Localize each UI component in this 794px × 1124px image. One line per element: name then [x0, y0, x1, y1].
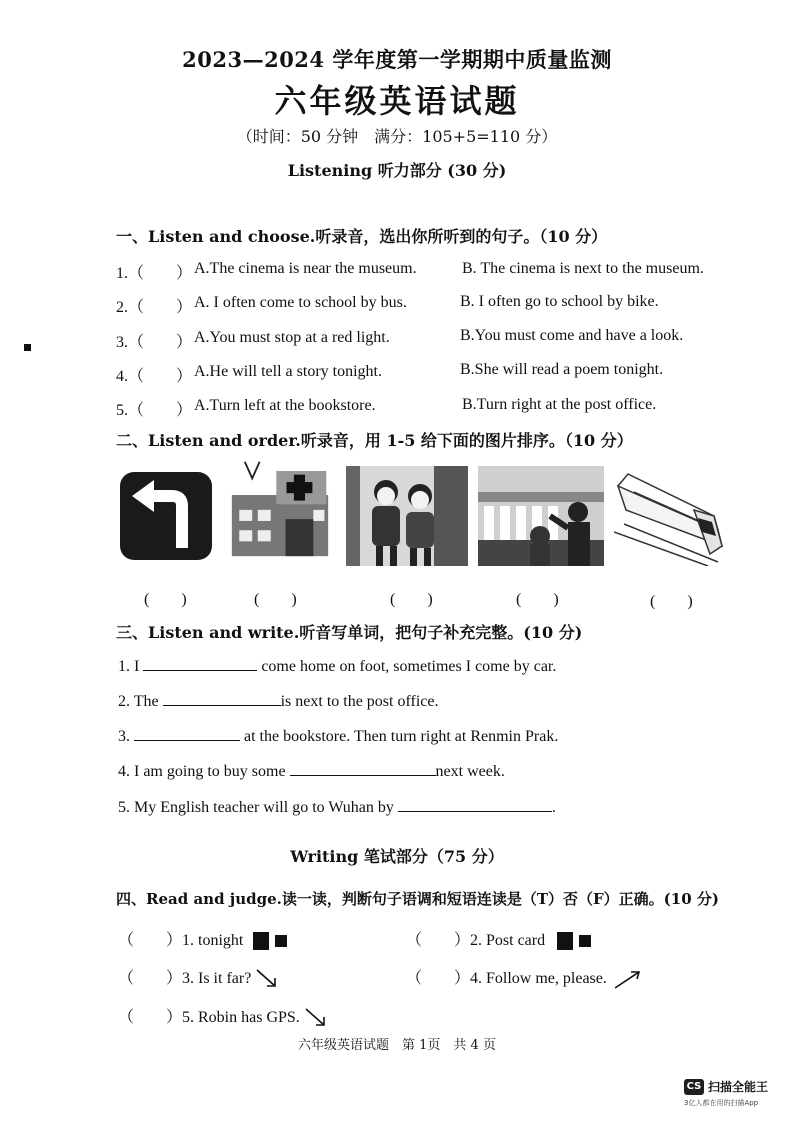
falling-arrow-icon	[255, 968, 279, 990]
s1-item5-num[interactable]: 5.（ ）	[116, 402, 193, 419]
s3-item5	[118, 797, 556, 817]
s1-item1-a: A.The cinema is near the museum.	[194, 260, 417, 277]
cs-logo-icon: CS	[684, 1079, 704, 1095]
s3-item4-pre: 4. I am going to buy some	[118, 763, 290, 780]
exam-time-score: （时间：50 分钟 满分：105+5=110 分）	[236, 127, 558, 146]
children-walking-icon	[346, 466, 468, 566]
s4-item5-text[interactable]: （ ）5. Robin has GPS.	[118, 1009, 300, 1026]
s3-item1	[118, 656, 556, 676]
stress-squares-icon	[247, 932, 287, 949]
s4-item5	[118, 1004, 328, 1029]
listening-heading: Listening 听力部分 (30 分)	[287, 161, 507, 180]
scanner-watermark	[684, 1078, 768, 1108]
s3-item5-post: .	[551, 799, 556, 816]
s1-item2-a: A. I often come to school by bus.	[194, 294, 407, 311]
s3-item3-pre: 3.	[118, 728, 134, 745]
section3-heading: 三、Listen and write.听音写单词，把句子补充完整。(10 分)	[116, 623, 583, 642]
exam-title: 六年级英语试题	[274, 82, 520, 120]
hospital-icon	[224, 458, 336, 558]
s3-item3-post: at the bookstore. Then turn right at Renmin Prak.	[240, 728, 559, 745]
s4-item2	[406, 927, 591, 950]
s1-item3-b: B.You must come and have a look.	[460, 327, 684, 344]
falling-arrow-icon	[304, 1007, 328, 1029]
s3-item3-blank[interactable]	[134, 726, 240, 741]
s1-item5-a: A.Turn left at the bookstore.	[194, 397, 376, 414]
s4-item1-text[interactable]: （ ）1. tonight	[118, 932, 244, 949]
s3-item2-blank[interactable]	[163, 691, 281, 706]
picture2-answer[interactable]: ( )	[254, 591, 297, 608]
picture5-answer[interactable]: ( )	[650, 593, 693, 610]
s3-item1-pre: 1. I	[118, 658, 144, 675]
s3-item4-blank[interactable]	[290, 761, 436, 776]
s4-item4	[406, 965, 643, 990]
s3-item5-pre: 5. My English teacher will go to Wuhan by	[118, 799, 398, 816]
page-footer: 六年级英语试题 第 1页 共 4 页	[298, 1038, 496, 1053]
writing-heading: Writing 笔试部分（75 分）	[290, 847, 504, 866]
s3-item4	[118, 761, 505, 781]
margin-mark	[24, 344, 31, 351]
s3-item4-post: next week.	[435, 763, 505, 780]
s3-item3	[118, 726, 558, 746]
picture4-answer[interactable]: ( )	[516, 591, 559, 608]
s1-item4-a: A.He will tell a story tonight.	[194, 363, 382, 380]
s1-item4-b: B.She will read a poem tonight.	[460, 361, 664, 378]
s3-item2	[118, 691, 439, 711]
picture1-answer[interactable]: ( )	[144, 591, 187, 608]
s1-item1-b: B. The cinema is next to the museum.	[462, 260, 704, 277]
train-icon	[614, 466, 730, 566]
rising-arrow-icon	[611, 968, 643, 990]
scanner-name: 扫描全能王	[708, 1080, 769, 1094]
s3-item2-post: is next to the post office.	[280, 693, 439, 710]
exam-term-line: 2023—2024 学年度第一学期期中质量监测	[182, 47, 612, 72]
section1-heading: 一、Listen and choose.听录音，选出你所听到的句子。（10 分）	[116, 227, 608, 246]
s4-item2-text[interactable]: （ ）2. Post card	[406, 932, 546, 949]
s1-item3-a: A.You must stop at a red light.	[194, 329, 390, 346]
s3-item1-blank[interactable]	[143, 656, 257, 671]
turn-left-sign-icon	[116, 466, 216, 566]
picture3-answer[interactable]: ( )	[390, 591, 433, 608]
s1-item1-num[interactable]: 1.（ ）	[116, 265, 193, 282]
scanner-tagline: 3亿人都在用的扫描App	[684, 1099, 759, 1107]
s4-item4-text[interactable]: （ ）4. Follow me, please.	[406, 970, 607, 987]
s1-item5-b: B.Turn right at the post office.	[462, 396, 657, 413]
section4-heading: 四、Read and judge.读一读，判断句子语调和短语连读是（T）否（F）正确。(10 分)	[116, 890, 719, 908]
s1-item2-num[interactable]: 2.（ ）	[116, 299, 193, 316]
s3-item1-post: come home on foot, sometimes I come by car.	[257, 658, 557, 675]
s4-item3-text[interactable]: （ ）3. Is it far?	[118, 970, 252, 987]
s4-item1	[118, 927, 287, 950]
s1-item3-num[interactable]: 3.（ ）	[116, 334, 193, 351]
s1-item2-b: B. I often go to school by bike.	[460, 293, 659, 310]
s1-item4-num[interactable]: 4.（ ）	[116, 368, 193, 385]
section2-heading: 二、Listen and order.听录音，用 1-5 给下面的图片排序。（10 分）	[116, 431, 633, 450]
crosswalk-icon	[478, 466, 604, 566]
s4-item3	[118, 965, 279, 990]
s3-item5-blank[interactable]	[398, 797, 552, 812]
s3-item2-pre: 2. The	[118, 693, 163, 710]
stress-squares-icon	[549, 932, 591, 949]
